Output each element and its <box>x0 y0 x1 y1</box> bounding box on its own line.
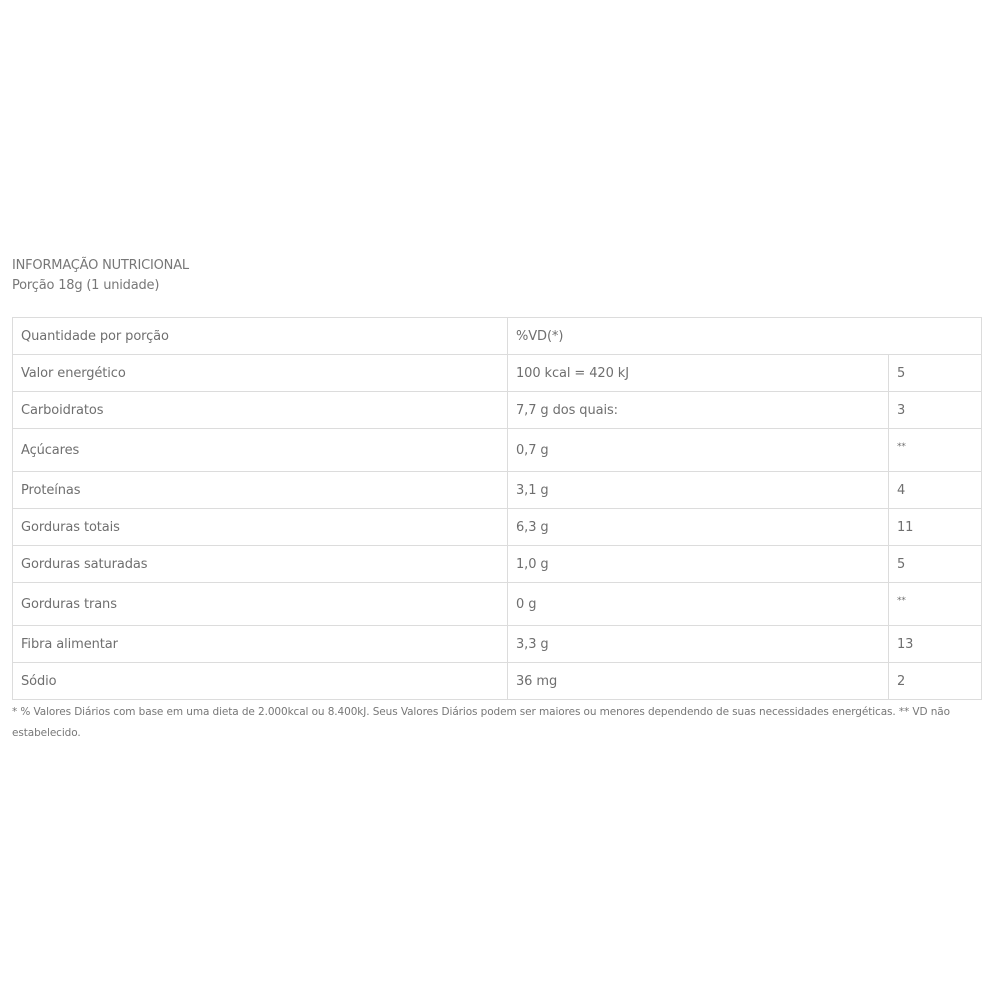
nutrient-name: Gorduras trans <box>13 583 508 626</box>
nutrient-name: Valor energético <box>13 355 508 392</box>
table-row <box>13 472 982 509</box>
footnote: * % Valores Diários com base em uma dieta de 2.000kcal ou 8.400kJ. Seus Valores Diários podem ser maiores ou menores dependendo de suas necessidades energéticas. ** VD não estabelecido. <box>12 706 950 739</box>
nutrient-amount: 3,1 g <box>508 472 889 509</box>
nutrient-amount: 6,3 g <box>508 509 889 546</box>
nutrient-amount: 7,7 g dos quais: <box>508 392 889 429</box>
header-vd: %VD(*) <box>508 318 982 355</box>
nutrient-amount: 0,7 g <box>508 429 889 472</box>
nutrient-vd: 5 <box>889 546 982 583</box>
nutrient-vd: 2 <box>889 663 982 700</box>
table-row <box>13 546 982 583</box>
nutrition-title: INFORMAÇÃO NUTRICIONAL <box>12 258 189 273</box>
nutrient-name: Sódio <box>13 663 508 700</box>
nutrient-vd: ** <box>889 583 982 626</box>
nutrient-name: Fibra alimentar <box>13 626 508 663</box>
nutrient-name: Proteínas <box>13 472 508 509</box>
header-quantity: Quantidade por porção <box>13 318 508 355</box>
nutrient-vd: 13 <box>889 626 982 663</box>
table-header-row <box>13 318 982 355</box>
nutrient-name: Carboidratos <box>13 392 508 429</box>
nutrient-amount: 36 mg <box>508 663 889 700</box>
nutrient-name: Açúcares <box>13 429 508 472</box>
nutrient-vd: 3 <box>889 392 982 429</box>
nutrient-vd: 4 <box>889 472 982 509</box>
table-row <box>13 626 982 663</box>
table-row <box>13 355 982 392</box>
nutrient-amount: 0 g <box>508 583 889 626</box>
portion-size: Porção 18g (1 unidade) <box>12 278 160 293</box>
nutrient-amount: 1,0 g <box>508 546 889 583</box>
nutrient-vd: 11 <box>889 509 982 546</box>
table-row <box>13 429 982 472</box>
nutrition-info-section <box>12 257 980 689</box>
nutrient-amount: 3,3 g <box>508 626 889 663</box>
nutrition-table <box>12 317 982 700</box>
table-row <box>13 392 982 429</box>
table-row <box>13 663 982 700</box>
nutrient-amount: 100 kcal = 420 kJ <box>508 355 889 392</box>
table-row <box>13 583 982 626</box>
nutrient-vd: ** <box>889 429 982 472</box>
nutrient-name: Gorduras saturadas <box>13 546 508 583</box>
nutrient-name: Gorduras totais <box>13 509 508 546</box>
table-row <box>13 509 982 546</box>
nutrient-vd: 5 <box>889 355 982 392</box>
